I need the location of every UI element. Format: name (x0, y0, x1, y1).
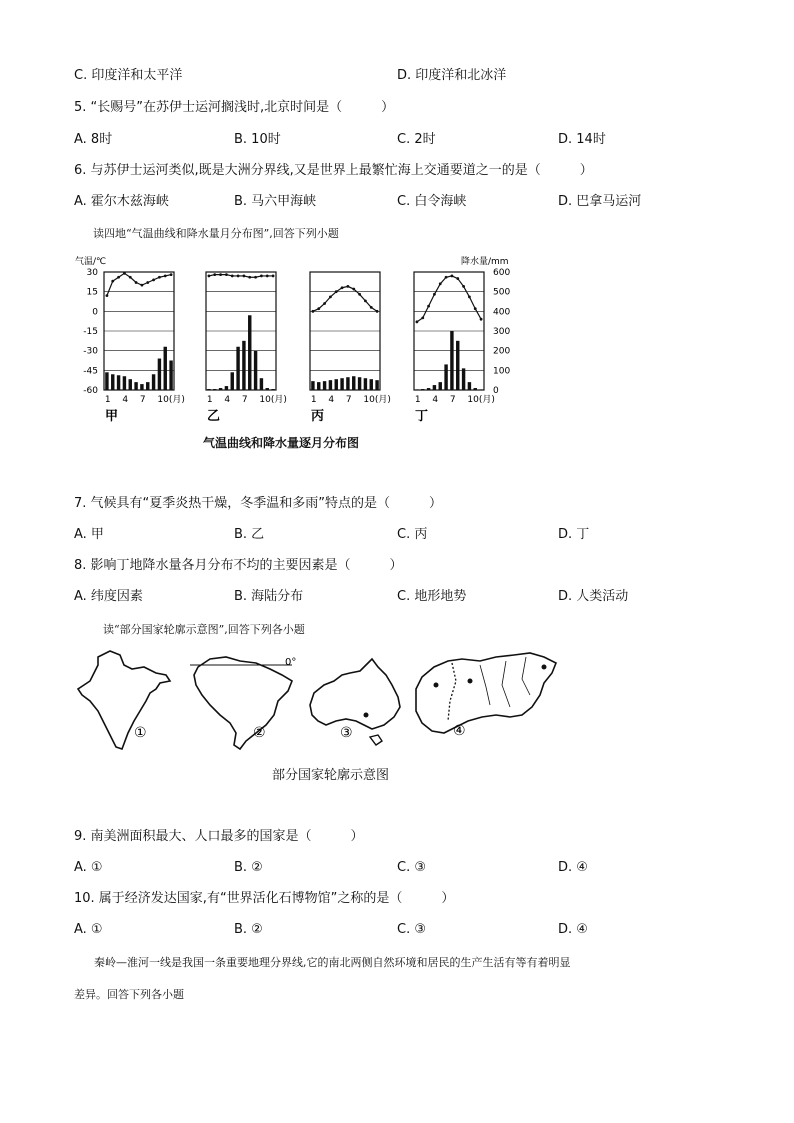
precip-bar (479, 389, 482, 390)
country-outline-russia (416, 653, 556, 739)
month-tick-label: 4 (122, 395, 129, 405)
q9-option-a: A. ① (74, 860, 103, 875)
precip-bar (146, 382, 149, 390)
panel-name: 丁 (415, 409, 429, 424)
q5-option-b: B. 10时 (234, 132, 281, 147)
temp-point (135, 281, 138, 284)
precip-bar (358, 377, 361, 390)
precip-bar (152, 374, 155, 390)
map-intro: 读“部分国家轮廓示意图”,回答下列各小题 (103, 623, 305, 636)
month-tick-label: 7 (139, 395, 146, 405)
month-tick-label: 1 (310, 395, 317, 405)
precip-bar (352, 376, 355, 390)
country-outline-india (78, 651, 170, 749)
q5-option-c: C. 2时 (397, 132, 436, 147)
month-tick-label: 10(月) (157, 395, 185, 405)
temp-point (123, 272, 126, 275)
month-tick-label: 4 (328, 395, 335, 405)
precip-bar (213, 389, 216, 390)
temp-point (312, 310, 315, 313)
precip-bar (340, 378, 343, 390)
month-tick-label: 7 (345, 395, 352, 405)
q8-option-c: C. 地形地势 (397, 589, 467, 604)
month-tick-label: 10(月) (467, 395, 495, 405)
climate-caption: 气温曲线和降水量逐月分布图 (203, 436, 360, 450)
precip-bar (231, 372, 234, 390)
month-tick-label: 1 (414, 395, 421, 405)
q9-option-c: C. ③ (397, 860, 426, 875)
temp-axis-ticks (83, 268, 98, 396)
q7-option-b: B. 乙 (234, 527, 265, 542)
temp-point (237, 275, 240, 278)
temp-axis-title: 气温/℃ (75, 257, 107, 267)
precip-bar (335, 379, 338, 390)
q10-option-d: D. ④ (558, 922, 588, 937)
precip-tick-label: 500 (493, 287, 510, 298)
q7-option-d: D. 丁 (558, 527, 590, 542)
temp-point (329, 296, 332, 299)
panel-name: 甲 (105, 409, 119, 424)
temp-point (219, 273, 222, 276)
temp-point (341, 286, 344, 289)
temp-point (474, 307, 477, 310)
q7-option-a: A. 甲 (74, 527, 104, 542)
month-tick-label: 10(月) (259, 395, 287, 405)
precip-tick-label: 100 (493, 366, 510, 377)
month-tick-label: 4 (432, 395, 439, 405)
map-caption: 部分国家轮廓示意图 (272, 768, 390, 783)
temp-point (456, 277, 459, 280)
temp-point (254, 276, 257, 279)
q10-option-b: B. ② (234, 922, 263, 937)
temp-point (243, 275, 246, 278)
q8-option-b: B. 海陆分布 (234, 589, 304, 604)
precip-bar (323, 381, 326, 390)
temp-point (364, 299, 367, 302)
qinling-intro-line2: 差异。回答下列各小题 (74, 988, 184, 1001)
climate-panel-2 (206, 272, 287, 424)
q6-option-b: B. 马六甲海峡 (234, 194, 317, 209)
precip-bar (427, 388, 430, 390)
temp-point (106, 294, 109, 297)
country-outline-figure (70, 645, 580, 760)
q5-stem: 5. “长赐号”在苏伊士运河搁浅时,北京时间是（ ） (74, 100, 395, 115)
precip-bar (169, 361, 172, 391)
precip-bar (266, 388, 269, 390)
precip-bar (111, 374, 114, 390)
temp-tick-label: 30 (86, 268, 98, 278)
precip-bar (462, 368, 465, 390)
q5-option-a: A. 8时 (74, 132, 113, 147)
climate-chart-figure (70, 250, 510, 430)
climate-panel-4 (414, 272, 495, 424)
country-outline-australia (310, 659, 400, 745)
month-tick-label: 4 (224, 395, 231, 405)
q6-stem: 6. 与苏伊士运河类似,既是大洲分界线,又是世界上最繁忙海上交通要道之一的是（ ） (74, 163, 593, 178)
temp-point (225, 273, 228, 276)
temp-point (164, 275, 167, 278)
temp-curve (313, 286, 377, 311)
temp-point (208, 275, 211, 278)
precip-bar (415, 389, 418, 390)
temp-point (416, 320, 419, 323)
map-label-2: ② (253, 725, 266, 741)
precip-bar (444, 364, 447, 390)
precip-bar (105, 372, 108, 390)
temp-point (445, 276, 448, 279)
temp-point (433, 293, 436, 296)
precip-tick-label: 600 (493, 268, 510, 278)
panel-name: 丙 (311, 409, 325, 424)
temp-point (358, 293, 361, 296)
temp-point (111, 280, 114, 283)
temp-point (439, 282, 442, 285)
precip-bar (254, 351, 257, 390)
temp-point (117, 276, 120, 279)
temp-point (213, 273, 216, 276)
precip-bar (129, 379, 132, 390)
q10-option-c: C. ③ (397, 922, 426, 937)
q8-option-a: A. 纬度因素 (74, 589, 143, 604)
precip-bar (311, 381, 314, 390)
precip-bar (346, 377, 349, 390)
temp-point (158, 276, 161, 279)
temp-point (141, 284, 144, 287)
month-tick-label: 1 (206, 395, 213, 405)
temp-point (170, 273, 173, 276)
temp-tick-label: -60 (83, 386, 98, 396)
precip-bar (433, 385, 436, 390)
climate-panel-1 (104, 272, 185, 424)
precip-bar (329, 380, 332, 390)
map-label-1: ① (134, 725, 147, 741)
temp-curve (107, 273, 171, 295)
precip-tick-label: 200 (493, 346, 510, 357)
climate-panel-3 (310, 272, 391, 424)
precip-bar (456, 341, 459, 390)
q10-stem: 10. 属于经济发达国家,有“世界活化石博物馆”之称的是（ ） (74, 891, 455, 906)
month-tick-label: 7 (241, 395, 248, 405)
temp-point (376, 310, 379, 313)
precip-bar (375, 380, 378, 390)
qinling-intro-line1: 秦岭—淮河一线是我国一条重要地理分界线,它的南北两侧自然环境和居民的生产生活有等有着明显 (94, 956, 571, 969)
temp-point (427, 305, 430, 308)
precip-bar (207, 389, 210, 390)
q4-option-d: D. 印度洋和北冰洋 (397, 68, 507, 83)
map-label-3: ③ (340, 725, 353, 741)
temp-point (129, 276, 132, 279)
precip-bar (317, 382, 320, 390)
q8-stem: 8. 影响丁地降水量各月分布不均的主要因素是（ ） (74, 558, 403, 573)
q9-option-d: D. ④ (558, 860, 588, 875)
temp-point (468, 296, 471, 299)
precip-bar (260, 378, 263, 390)
temp-point (266, 275, 269, 278)
precip-bar (140, 384, 143, 390)
precip-bar (364, 378, 367, 390)
temp-point (323, 302, 326, 305)
temp-tick-label: -30 (83, 346, 98, 357)
precip-bar (474, 388, 477, 390)
precip-bar (158, 359, 161, 390)
q4-option-c: C. 印度洋和太平洋 (74, 68, 183, 83)
temp-tick-label: 15 (86, 287, 98, 298)
precip-bar (439, 382, 442, 390)
precip-bar (117, 375, 120, 390)
temp-point (335, 290, 338, 293)
temp-point (146, 281, 149, 284)
precip-tick-label: 400 (493, 307, 510, 318)
precip-bar (468, 382, 471, 390)
q10-option-a: A. ① (74, 922, 103, 937)
precip-bar (219, 388, 222, 390)
precip-bar (242, 341, 245, 390)
precip-bar (236, 347, 239, 390)
precip-bar (123, 376, 126, 390)
temp-point (421, 316, 424, 319)
equator-label: 0° (285, 657, 297, 668)
q5-option-d: D. 14时 (558, 132, 606, 147)
temp-point (317, 307, 320, 310)
month-tick-label: 10(月) (363, 395, 391, 405)
map-label-4: ④ (453, 723, 466, 739)
q6-option-d: D. 巴拿马运河 (558, 194, 642, 209)
temp-point (352, 288, 355, 291)
temp-point (480, 318, 483, 321)
q7-stem: 7. 气候具有“夏季炎热干燥，冬季温和多雨”特点的是（ ） (74, 496, 443, 511)
q6-option-c: C. 白令海峡 (397, 194, 467, 209)
temp-point (347, 285, 350, 288)
temp-point (462, 285, 465, 288)
q8-option-d: D. 人类活动 (558, 589, 629, 604)
q6-option-a: A. 霍尔木兹海峡 (74, 194, 169, 209)
precip-tick-label: 0 (493, 386, 499, 396)
month-tick-label: 1 (104, 395, 111, 405)
temp-tick-label: -45 (83, 366, 98, 377)
temp-curve (417, 276, 481, 322)
q9-stem: 9. 南美洲面积最大、人口最多的国家是（ ） (74, 829, 364, 844)
country-outline-brazil (190, 657, 296, 749)
precip-tick-label: 300 (493, 327, 510, 337)
precip-bar (134, 382, 137, 390)
precip-bar (370, 379, 373, 390)
month-tick-label: 7 (449, 395, 456, 405)
temp-point (370, 306, 373, 309)
precip-bar (421, 389, 424, 390)
precip-axis-title: 降水量/mm (461, 257, 509, 267)
temp-tick-label: -15 (83, 327, 98, 337)
temp-point (152, 278, 155, 281)
temp-point (260, 275, 263, 278)
panel-name: 乙 (207, 409, 221, 424)
precip-bar (164, 347, 167, 390)
temp-curve (209, 275, 273, 278)
q7-option-c: C. 丙 (397, 527, 428, 542)
precip-axis-ticks (493, 268, 510, 396)
precip-bar (271, 389, 274, 390)
precip-bar (225, 386, 228, 390)
precip-bar (248, 315, 251, 390)
temp-tick-label: 0 (92, 307, 98, 318)
climate-intro: 读四地“气温曲线和降水量月分布图”,回答下列小题 (93, 227, 339, 240)
temp-point (451, 275, 454, 278)
q9-option-b: B. ② (234, 860, 263, 875)
temp-point (248, 276, 251, 279)
temp-point (272, 275, 275, 278)
precip-bar (450, 331, 453, 390)
temp-point (231, 275, 234, 278)
